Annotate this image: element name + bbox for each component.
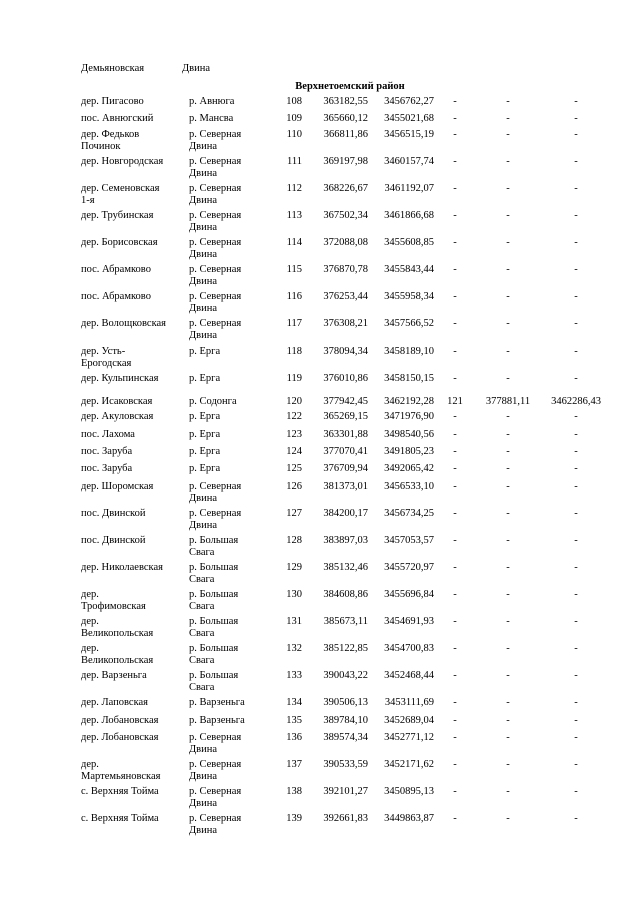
coord-y: 3455696,84 xyxy=(384,589,434,600)
extra-coord-y: - xyxy=(574,643,578,654)
coord-y: 3455843,44 xyxy=(384,264,434,275)
extra-coord-x: - xyxy=(506,732,510,743)
river-name: р. Северная Двина xyxy=(189,786,242,809)
coord-x: 376308,21 xyxy=(323,318,368,329)
coord-x: 368226,67 xyxy=(323,183,368,194)
extra-number: - xyxy=(453,318,457,329)
extra-number: - xyxy=(453,813,457,824)
river-name: р. Северная Двина xyxy=(189,210,242,233)
extra-coord-y: - xyxy=(574,373,578,384)
extra-coord-y: - xyxy=(574,156,578,167)
extra-coord-x: - xyxy=(506,237,510,248)
continuation-row xyxy=(0,63,640,77)
extra-number: - xyxy=(453,113,457,124)
row-number: 133 xyxy=(286,670,302,681)
coord-x: 385673,11 xyxy=(323,616,368,627)
extra-coord-y: - xyxy=(574,535,578,546)
coord-x: 392101,27 xyxy=(323,786,368,797)
coord-y: 3457053,57 xyxy=(384,535,434,546)
row-number: 119 xyxy=(286,373,302,384)
extra-coord-x: - xyxy=(506,813,510,824)
coord-y: 3452771,12 xyxy=(384,732,434,743)
coord-y: 3455720,97 xyxy=(384,562,434,573)
extra-number: - xyxy=(453,156,457,167)
extra-coord-y: - xyxy=(574,715,578,726)
coord-y: 3449863,87 xyxy=(384,813,434,824)
settlement-name: пос. Двинской xyxy=(81,508,146,519)
extra-coord-x: - xyxy=(506,429,510,440)
river-name: р. Ерга xyxy=(189,446,221,457)
coord-x: 384608,86 xyxy=(323,589,368,600)
coord-x: 390043,22 xyxy=(323,670,368,681)
extra-number: - xyxy=(453,697,457,708)
extra-number: - xyxy=(453,446,457,457)
coord-x: 381373,01 xyxy=(323,481,368,492)
settlement-name: дер. Борисовская xyxy=(81,237,158,248)
coord-x: 378094,34 xyxy=(323,346,368,357)
row-number: 136 xyxy=(286,732,302,743)
river-name: р. Северная Двина xyxy=(189,237,242,260)
row-number: 130 xyxy=(286,589,302,600)
extra-number: - xyxy=(453,346,457,357)
row-number: 131 xyxy=(286,616,302,627)
extra-coord-x: - xyxy=(506,264,510,275)
coord-y: 3452171,62 xyxy=(384,759,434,770)
river-name: р. Северная Двина xyxy=(189,183,242,206)
river-name: р. Северная Двина xyxy=(189,813,242,836)
extra-number: - xyxy=(453,237,457,248)
extra-coord-x: - xyxy=(506,670,510,681)
settlement-name: пос. Абрамково xyxy=(81,264,151,275)
row-number: 114 xyxy=(286,237,302,248)
settlement-name: дер. Лаповская xyxy=(81,697,149,708)
extra-coord-y: - xyxy=(574,481,578,492)
row-number: 109 xyxy=(286,113,302,124)
extra-number: - xyxy=(453,210,457,221)
continuation-river: Двина xyxy=(182,63,211,74)
extra-coord-x: - xyxy=(506,318,510,329)
coord-y: 3458189,10 xyxy=(384,346,434,357)
row-number: 128 xyxy=(286,535,302,546)
extra-number: - xyxy=(453,535,457,546)
extra-coord-x: - xyxy=(506,156,510,167)
extra-coord-x: 377881,11 xyxy=(485,396,531,407)
row-number: 111 xyxy=(287,156,302,167)
settlement-name: дер. Кульпинская xyxy=(81,373,159,384)
coord-x: 363301,88 xyxy=(323,429,368,440)
coord-y: 3450895,13 xyxy=(384,786,434,797)
extra-coord-x: - xyxy=(506,183,510,194)
river-name: р. Мансва xyxy=(189,113,234,124)
row-number: 110 xyxy=(286,129,302,140)
row-number: 127 xyxy=(286,508,302,519)
coord-x: 385132,46 xyxy=(323,562,368,573)
coord-x: 369197,98 xyxy=(323,156,368,167)
river-name: р. Северная Двина xyxy=(189,732,242,755)
extra-coord-y: - xyxy=(574,446,578,457)
coord-x: 365660,12 xyxy=(323,113,368,124)
river-name: р. Варзеньга xyxy=(189,697,245,708)
settlement-name: дер. Пигасово xyxy=(81,96,144,107)
extra-coord-y: - xyxy=(574,508,578,519)
extra-coord-x: - xyxy=(506,786,510,797)
river-name: р. Ерга xyxy=(189,429,221,440)
coord-x: 372088,08 xyxy=(323,237,368,248)
row-number: 112 xyxy=(286,183,302,194)
row-number: 139 xyxy=(286,813,302,824)
coord-y: 3455608,85 xyxy=(384,237,434,248)
extra-coord-x: - xyxy=(506,291,510,302)
settlement-name: дер. Лобановская xyxy=(81,715,159,726)
extra-coord-x: - xyxy=(506,463,510,474)
settlement-name: дер. Усть- Ерогодская xyxy=(81,346,132,369)
coord-x: 376253,44 xyxy=(323,291,368,302)
settlement-name: пос. Заруба xyxy=(81,463,133,474)
coord-x: 363182,55 xyxy=(323,96,368,107)
extra-coord-y: - xyxy=(574,210,578,221)
river-name: р. Северная Двина xyxy=(189,129,242,152)
extra-number: - xyxy=(453,715,457,726)
row-number: 115 xyxy=(286,264,302,275)
river-name: р. Большая Свага xyxy=(189,616,239,639)
river-name: р. Северная Двина xyxy=(189,759,242,782)
coord-x: 384200,17 xyxy=(323,508,368,519)
river-name: р. Ерга xyxy=(189,346,221,357)
extra-number: - xyxy=(453,508,457,519)
extra-coord-x: - xyxy=(506,96,510,107)
river-name: р. Северная Двина xyxy=(189,291,242,314)
extra-number: - xyxy=(453,786,457,797)
coord-x: 376010,86 xyxy=(323,373,368,384)
coord-y: 3456515,19 xyxy=(384,129,434,140)
extra-coord-x: - xyxy=(506,346,510,357)
settlement-name: дер. Варзеньга xyxy=(81,670,147,681)
extra-coord-x: - xyxy=(506,210,510,221)
settlement-name: дер. Великопольская xyxy=(81,616,154,639)
coord-y: 3456533,10 xyxy=(384,481,434,492)
extra-number: - xyxy=(453,129,457,140)
settlement-name: дер. Трофимовская xyxy=(81,589,146,612)
settlement-name: пос. Заруба xyxy=(81,446,133,457)
settlement-name: дер. Новгородская xyxy=(81,156,164,167)
coord-y: 3452468,44 xyxy=(384,670,434,681)
extra-coord-x: - xyxy=(506,411,510,422)
coord-y: 3471976,90 xyxy=(384,411,434,422)
extra-coord-x: - xyxy=(506,715,510,726)
extra-coord-y: - xyxy=(574,697,578,708)
settlement-name: дер. Волощковская xyxy=(81,318,166,329)
row-number: 116 xyxy=(286,291,302,302)
extra-coord-y: - xyxy=(574,589,578,600)
coord-y: 3455958,34 xyxy=(384,291,434,302)
extra-number: - xyxy=(453,291,457,302)
row-number: 125 xyxy=(286,463,302,474)
settlement-name: с. Верхняя Тойма xyxy=(81,813,159,824)
settlement-name: дер. Исаковская xyxy=(81,396,153,407)
row-number: 123 xyxy=(286,429,302,440)
river-name: р. Северная Двина xyxy=(189,156,242,179)
settlement-name: дер. Великопольская xyxy=(81,643,154,666)
extra-coord-y: - xyxy=(574,429,578,440)
coord-x: 367502,34 xyxy=(323,210,368,221)
coord-x: 377070,41 xyxy=(323,446,368,457)
extra-coord-x: - xyxy=(506,616,510,627)
settlement-name: дер. Федьков Починок xyxy=(81,129,140,152)
row-number: 134 xyxy=(286,697,302,708)
settlement-name: дер. Семеновская 1-я xyxy=(81,183,160,206)
river-name: р. Ерга xyxy=(189,411,221,422)
coord-y: 3458150,15 xyxy=(384,373,434,384)
coord-x: 365269,15 xyxy=(323,411,368,422)
extra-coord-x: - xyxy=(506,589,510,600)
extra-coord-x: - xyxy=(506,643,510,654)
settlement-name: дер. Мартемьяновская xyxy=(81,759,161,782)
river-name: р. Северная Двина xyxy=(189,318,242,341)
coord-y: 3461192,07 xyxy=(384,183,434,194)
coord-x: 389574,34 xyxy=(323,732,368,743)
extra-coord-y: - xyxy=(574,113,578,124)
extra-coord-y: - xyxy=(574,264,578,275)
extra-number: - xyxy=(453,589,457,600)
river-name: р. Большая Свага xyxy=(189,670,239,693)
coord-y: 3462192,28 xyxy=(384,396,434,407)
extra-coord-x: - xyxy=(506,481,510,492)
extra-coord-y: - xyxy=(574,463,578,474)
row-number: 126 xyxy=(286,481,302,492)
coord-x: 390506,13 xyxy=(323,697,368,708)
river-name: р. Большая Свага xyxy=(189,589,239,612)
extra-coord-x: - xyxy=(506,535,510,546)
river-name: р. Северная Двина xyxy=(189,264,242,287)
row-number: 132 xyxy=(286,643,302,654)
river-name: р. Большая Свага xyxy=(189,643,239,666)
extra-coord-y: - xyxy=(574,732,578,743)
extra-number: - xyxy=(453,96,457,107)
coord-y: 3454691,93 xyxy=(384,616,434,627)
extra-coord-x: - xyxy=(506,113,510,124)
extra-coord-y: - xyxy=(574,411,578,422)
extra-number: - xyxy=(453,463,457,474)
coord-y: 3453111,69 xyxy=(384,697,434,708)
extra-coord-y: - xyxy=(574,562,578,573)
section-title: Верхнетоемский район xyxy=(295,81,405,92)
coord-x: 366811,86 xyxy=(323,129,368,140)
row-number: 122 xyxy=(286,411,302,422)
coord-x: 385122,85 xyxy=(323,643,368,654)
extra-coord-x: - xyxy=(506,373,510,384)
continuation-name: Демьяновская xyxy=(81,63,145,74)
extra-coord-y: - xyxy=(574,96,578,107)
extra-number: - xyxy=(453,264,457,275)
coord-y: 3454700,83 xyxy=(384,643,434,654)
river-name: р. Большая Свага xyxy=(189,535,239,558)
coord-x: 383897,03 xyxy=(323,535,368,546)
extra-coord-x: - xyxy=(506,697,510,708)
settlement-name: дер. Николаевская xyxy=(81,562,163,573)
extra-coord-y: - xyxy=(574,183,578,194)
extra-number: - xyxy=(453,429,457,440)
settlement-name: дер. Шоромская xyxy=(81,481,154,492)
extra-coord-y: 3462286,43 xyxy=(551,396,601,407)
row-number: 117 xyxy=(286,318,302,329)
settlement-name: с. Верхняя Тойма xyxy=(81,786,159,797)
settlement-name: дер. Лобановская xyxy=(81,732,159,743)
extra-coord-y: - xyxy=(574,759,578,770)
river-name: р. Варзеньга xyxy=(189,715,245,726)
extra-coord-y: - xyxy=(574,670,578,681)
river-name: р. Ерга xyxy=(189,373,221,384)
coord-x: 376870,78 xyxy=(323,264,368,275)
row-number: 137 xyxy=(286,759,302,770)
row-number: 124 xyxy=(286,446,302,457)
row-number: 135 xyxy=(286,715,302,726)
coord-y: 3455021,68 xyxy=(384,113,434,124)
row-number: 138 xyxy=(286,786,302,797)
river-name: р. Северная Двина xyxy=(189,508,242,531)
coord-y: 3457566,52 xyxy=(384,318,434,329)
extra-number: - xyxy=(453,643,457,654)
coord-y: 3491805,23 xyxy=(384,446,434,457)
extra-coord-y: - xyxy=(574,346,578,357)
coord-y: 3498540,56 xyxy=(384,429,434,440)
settlement-name: пос. Двинской xyxy=(81,535,146,546)
extra-number: - xyxy=(453,616,457,627)
river-name: р. Авнюга xyxy=(189,96,235,107)
extra-number: - xyxy=(453,411,457,422)
coord-y: 3492065,42 xyxy=(384,463,434,474)
coord-x: 389784,10 xyxy=(323,715,368,726)
coord-x: 392661,83 xyxy=(323,813,368,824)
settlement-name: пос. Авнюгский xyxy=(81,113,154,124)
extra-number: - xyxy=(453,732,457,743)
river-name: р. Ерга xyxy=(189,463,221,474)
river-name: р. Большая Свага xyxy=(189,562,239,585)
settlement-name: пос. Лахома xyxy=(81,429,135,440)
row-number: 113 xyxy=(286,210,302,221)
row-number: 129 xyxy=(286,562,302,573)
extra-number: - xyxy=(453,670,457,681)
extra-coord-y: - xyxy=(574,129,578,140)
coord-y: 3460157,74 xyxy=(384,156,434,167)
settlement-name: пос. Абрамково xyxy=(81,291,151,302)
row-number: 120 xyxy=(286,396,302,407)
extra-number: - xyxy=(453,759,457,770)
coord-y: 3461866,68 xyxy=(384,210,434,221)
extra-number: - xyxy=(453,481,457,492)
extra-coord-y: - xyxy=(574,616,578,627)
river-name: р. Северная Двина xyxy=(189,481,242,504)
extra-coord-x: - xyxy=(506,562,510,573)
extra-coord-y: - xyxy=(574,318,578,329)
extra-number: - xyxy=(453,183,457,194)
extra-number: - xyxy=(453,562,457,573)
extra-number: 121 xyxy=(447,396,463,407)
coord-x: 376709,94 xyxy=(323,463,368,474)
extra-coord-x: - xyxy=(506,508,510,519)
settlement-name: дер. Трубинская xyxy=(81,210,154,221)
river-name: р. Содонга xyxy=(189,396,237,407)
extra-coord-y: - xyxy=(574,786,578,797)
coord-x: 390533,59 xyxy=(323,759,368,770)
extra-coord-x: - xyxy=(506,446,510,457)
extra-number: - xyxy=(453,373,457,384)
row-number: 108 xyxy=(286,96,302,107)
coord-y: 3452689,04 xyxy=(384,715,434,726)
extra-coord-y: - xyxy=(574,813,578,824)
settlement-name: дер. Акуловская xyxy=(81,411,154,422)
extra-coord-x: - xyxy=(506,129,510,140)
row-number: 118 xyxy=(286,346,302,357)
extra-coord-x: - xyxy=(506,759,510,770)
extra-coord-y: - xyxy=(574,237,578,248)
coord-x: 377942,45 xyxy=(323,396,368,407)
coord-y: 3456734,25 xyxy=(384,508,434,519)
extra-coord-y: - xyxy=(574,291,578,302)
coord-y: 3456762,27 xyxy=(384,96,434,107)
